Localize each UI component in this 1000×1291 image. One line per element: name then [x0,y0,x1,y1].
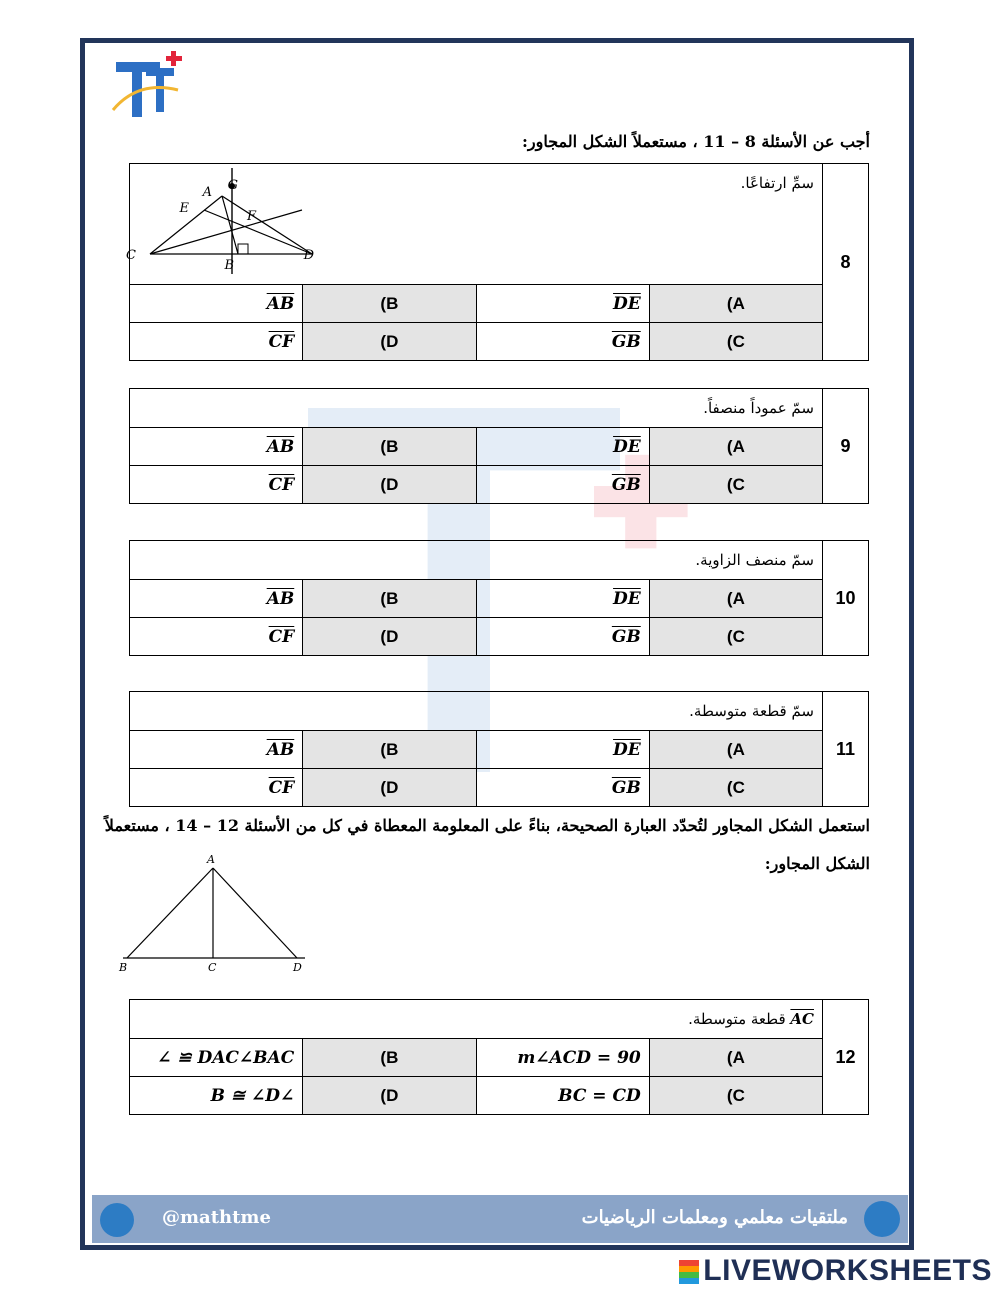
answer-value: AB [266,293,295,314]
fig1-label: G [227,178,238,193]
question-stem-segment: AC [790,1010,814,1028]
option-letter: D) [303,1077,476,1115]
option-letter: A) [649,731,822,769]
option-letter: B) [303,428,476,466]
answer-option-d[interactable] [130,769,303,807]
option-letter: C) [649,618,822,656]
answer-value: DE [613,293,641,314]
fig2-label: A [207,853,215,866]
option-letter: B) [303,1039,476,1077]
answer-value: DE [613,739,641,760]
question-stem: سمّ عموداً منصفاً. [130,389,823,428]
question-number: 10 [823,541,869,656]
question-8 [126,163,869,361]
answer-value: CF [268,474,295,495]
answer-option-b[interactable] [130,285,303,323]
answer-option-c[interactable] [476,466,649,504]
instruction-1: أجب عن الأسئلة 8 – 11 ، مستعملاً الشكل المجاور: [521,132,870,151]
question-stem: سمّ منصف الزاوية. [130,541,823,580]
answer-value: DE [613,436,641,457]
question-stem: سمِّ ارتفاعًا. [740,174,814,192]
answer-value: AB [266,739,295,760]
answer-value: m∠ACD = 90 [517,1047,641,1068]
question-number: 11 [823,692,869,807]
fig1-label: C [126,248,136,263]
answer-option-a[interactable] [476,285,649,323]
footer-banner [92,1195,908,1243]
option-letter: B) [303,285,476,323]
answer-option-c[interactable] [476,769,649,807]
fig1-label: A [202,185,212,200]
answer-value: ∠B ≅ ∠D [210,1085,295,1106]
option-letter: B) [303,731,476,769]
fig1-label: F [246,209,256,224]
question-9 [129,388,869,504]
option-letter: D) [303,618,476,656]
answer-option-a[interactable] [476,731,649,769]
answer-option-c[interactable] [476,323,649,361]
answer-option-c[interactable] [476,1077,649,1115]
question-number: 8 [823,164,869,361]
option-letter: A) [649,428,822,466]
answer-option-c[interactable] [476,618,649,656]
brand-name: LIVEWORKSHEETS [703,1254,992,1287]
question-number: 9 [823,389,869,504]
answer-option-d[interactable] [130,466,303,504]
liveworksheets-icon [679,1260,699,1284]
fig1-label: B [224,258,234,273]
triangle-figure-2 [115,850,315,975]
answer-option-d[interactable] [130,1077,303,1115]
question-11 [129,691,869,807]
twitter-handle[interactable]: @mathtme [162,1207,271,1228]
answer-option-a[interactable] [476,1039,649,1077]
option-letter: A) [649,580,822,618]
fig1-label: E [179,201,189,216]
answer-option-d[interactable] [130,323,303,361]
instruction-2-line1: استعمل الشكل المجاور لتُحدّد العبارة الصحيحة، بناءً على المعلومة المعطاة في كل من الأسئلة 12 – 14 ، مستعملاً [104,816,870,835]
option-letter: B) [303,580,476,618]
answer-value: BC = CD [558,1085,641,1106]
twitter-icon[interactable] [100,1203,134,1237]
fig1-label: D [303,248,314,263]
fig2-label: D [293,961,302,974]
question-stem: سمّ قطعة متوسطة. [130,692,823,731]
logo-icon [108,50,198,128]
option-letter: A) [649,1039,822,1077]
answer-value: GB [611,777,641,798]
answer-value: DAC∠BAC ≅ ∠ [157,1047,295,1068]
answer-value: CF [268,626,295,647]
question-stem: قطعة متوسطة. [688,1010,786,1028]
answer-option-b[interactable] [130,731,303,769]
answer-option-a[interactable] [476,580,649,618]
instruction-2-line2: الشكل المجاور: [764,854,870,873]
answer-option-b[interactable] [130,580,303,618]
fig2-label: B [119,961,128,974]
option-letter: C) [649,769,822,807]
answer-value: GB [611,474,641,495]
answer-value: CF [268,331,295,352]
answer-value: GB [611,626,641,647]
option-letter: D) [303,466,476,504]
option-letter: C) [649,1077,822,1115]
question-10 [129,540,869,656]
answer-value: AB [266,436,295,457]
question-12 [129,999,869,1115]
answer-option-b[interactable] [130,1039,303,1077]
answer-option-a[interactable] [476,428,649,466]
answer-value: DE [613,588,641,609]
answer-option-d[interactable] [130,618,303,656]
triangle-figure [126,166,330,274]
option-letter: C) [649,323,822,361]
option-letter: D) [303,769,476,807]
telegram-icon[interactable] [864,1201,900,1237]
fig2-label: C [208,961,217,974]
option-letter: D) [303,323,476,361]
answer-value: GB [611,331,641,352]
answer-value: CF [268,777,295,798]
answer-option-b[interactable] [130,428,303,466]
answer-value: AB [266,588,295,609]
liveworksheets-logo[interactable] [679,1254,992,1288]
question-number: 12 [823,1000,869,1115]
option-letter: A) [649,285,822,323]
footer-title: ملتقيات معلمي ومعلمات الرياضيات [581,1207,848,1228]
option-letter: C) [649,466,822,504]
